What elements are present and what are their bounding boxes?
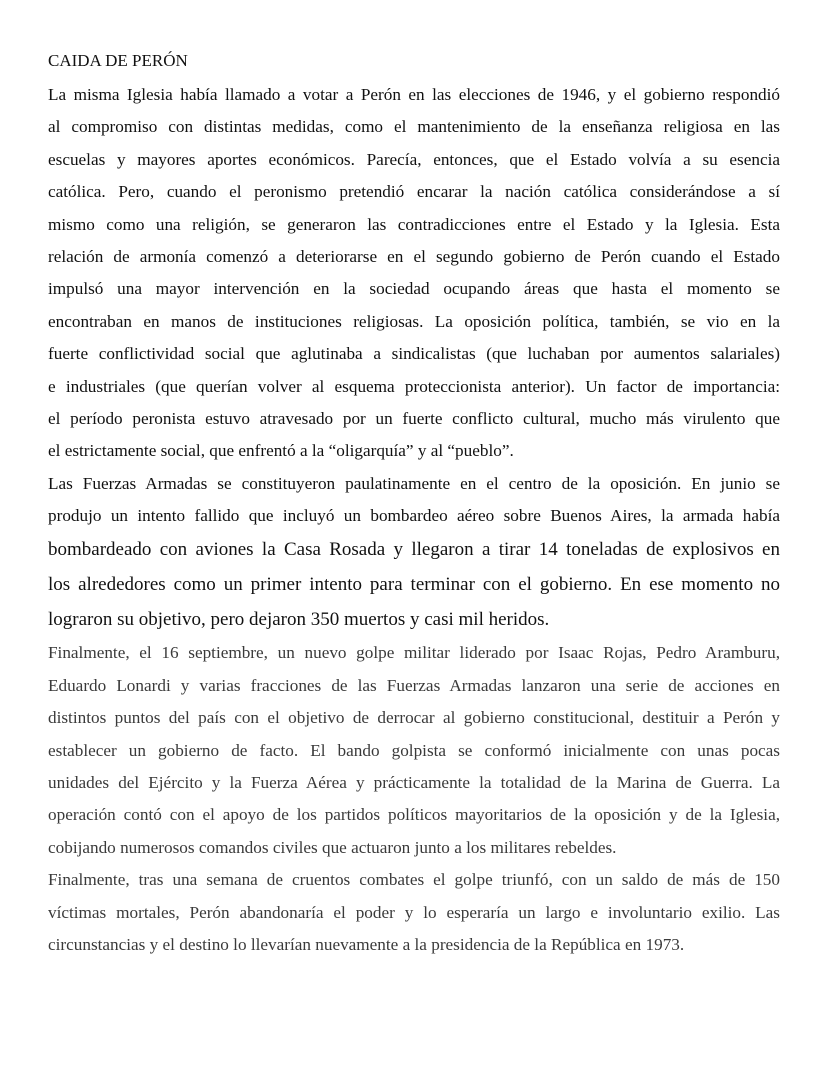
text-line: Finalmente, el 16 septiembre, un nuevo golpe militar liderado por Isaac Rojas, Pedro Aramburu, bbox=[48, 643, 780, 663]
text-line: establecer un gobierno de facto. El bando golpista se conformó inicialmente con unas pocas bbox=[48, 740, 780, 760]
paragraph bbox=[48, 468, 780, 638]
text-line: encontraban en manos de instituciones religiosas. La oposición política, también, se vio en la bbox=[48, 311, 780, 331]
document bbox=[48, 47, 780, 961]
paragraph bbox=[48, 637, 780, 864]
text-line: unidades del Ejército y la Fuerza Aérea y prácticamente la totalidad de la Marina de Guerra. La bbox=[48, 773, 780, 793]
text-line: los alrededores como un primer intento para terminar con el gobierno. En ese momento no bbox=[48, 574, 780, 596]
text-line: Finalmente, tras una semana de cruentos combates el golpe triunfó, con un saldo de más de 150 bbox=[48, 870, 780, 890]
text-line: cobijando numerosos comandos civiles que actuaron junto a los militares rebeldes. bbox=[48, 837, 617, 857]
text-line: el estrictamente social, que enfrentó a la “oligarquía” y al “pueblo”. bbox=[48, 441, 514, 461]
text-line: impulsó una mayor intervención en la sociedad ocupando áreas que hasta el momento se bbox=[48, 279, 780, 299]
text-line: fuerte conflictividad social que aglutinaba a sindicalistas (que luchaban por aumentos salariales) bbox=[48, 344, 780, 364]
text-line: el período peronista estuvo atravesado por un fuerte conflicto cultural, mucho más virulento que bbox=[48, 408, 780, 428]
text-line: mismo como una religión, se generaron las contradicciones entre el Estado y la Iglesia. Esta bbox=[48, 214, 780, 234]
text-line: lograron su objetivo, pero dejaron 350 muertos y casi mil heridos. bbox=[48, 609, 550, 631]
text-line: víctimas mortales, Perón abandonaría el poder y lo esperaría un largo e involuntario exilio. Las bbox=[48, 902, 780, 922]
text-line: al compromiso con distintas medidas, como el mantenimiento de la enseñanza religiosa en las bbox=[48, 117, 780, 137]
text-line: operación contó con el apoyo de los partidos políticos mayoritarios de la oposición y de la Iglesia, bbox=[48, 805, 780, 825]
text-line: católica. Pero, cuando el peronismo pretendió encarar la nación católica considerándose a sí bbox=[48, 182, 780, 202]
text-line: Eduardo Lonardi y varias fracciones de las Fuerzas Armadas lanzaron una serie de acciones en bbox=[48, 675, 780, 695]
text-line: relación de armonía comenzó a deteriorarse en el segundo gobierno de Perón cuando el Estado bbox=[48, 246, 780, 266]
text-line: distintos puntos del país con el objetivo de derrocar al gobierno constitucional, destituir a Perón y bbox=[48, 708, 780, 728]
text-line: Las Fuerzas Armadas se constituyeron paulatinamente en el centro de la oposición. En junio se bbox=[48, 473, 780, 493]
paragraph bbox=[48, 79, 780, 468]
text-line: escuelas y mayores aportes económicos. Parecía, entonces, que el Estado volvía a su esencia bbox=[48, 149, 780, 169]
text-line: bombardeado con aviones la Casa Rosada y llegaron a tirar 14 toneladas de explosivos en bbox=[48, 539, 780, 561]
text-line: e industriales (que querían volver al esquema proteccionista anterior). Un factor de importancia: bbox=[48, 376, 780, 396]
text-line: La misma Iglesia había llamado a votar a Perón en las elecciones de 1946, y el gobierno respondió bbox=[48, 85, 780, 104]
document-title: CAIDA DE PERÓN bbox=[48, 51, 188, 70]
paragraph bbox=[48, 864, 780, 961]
text-line: produjo un intento fallido que incluyó un bombardeo aéreo sobre Buenos Aires, la armada había bbox=[48, 506, 780, 526]
text-line: circunstancias y el destino lo llevarían nuevamente a la presidencia de la República en 1973. bbox=[48, 934, 685, 954]
document-body bbox=[48, 79, 780, 961]
